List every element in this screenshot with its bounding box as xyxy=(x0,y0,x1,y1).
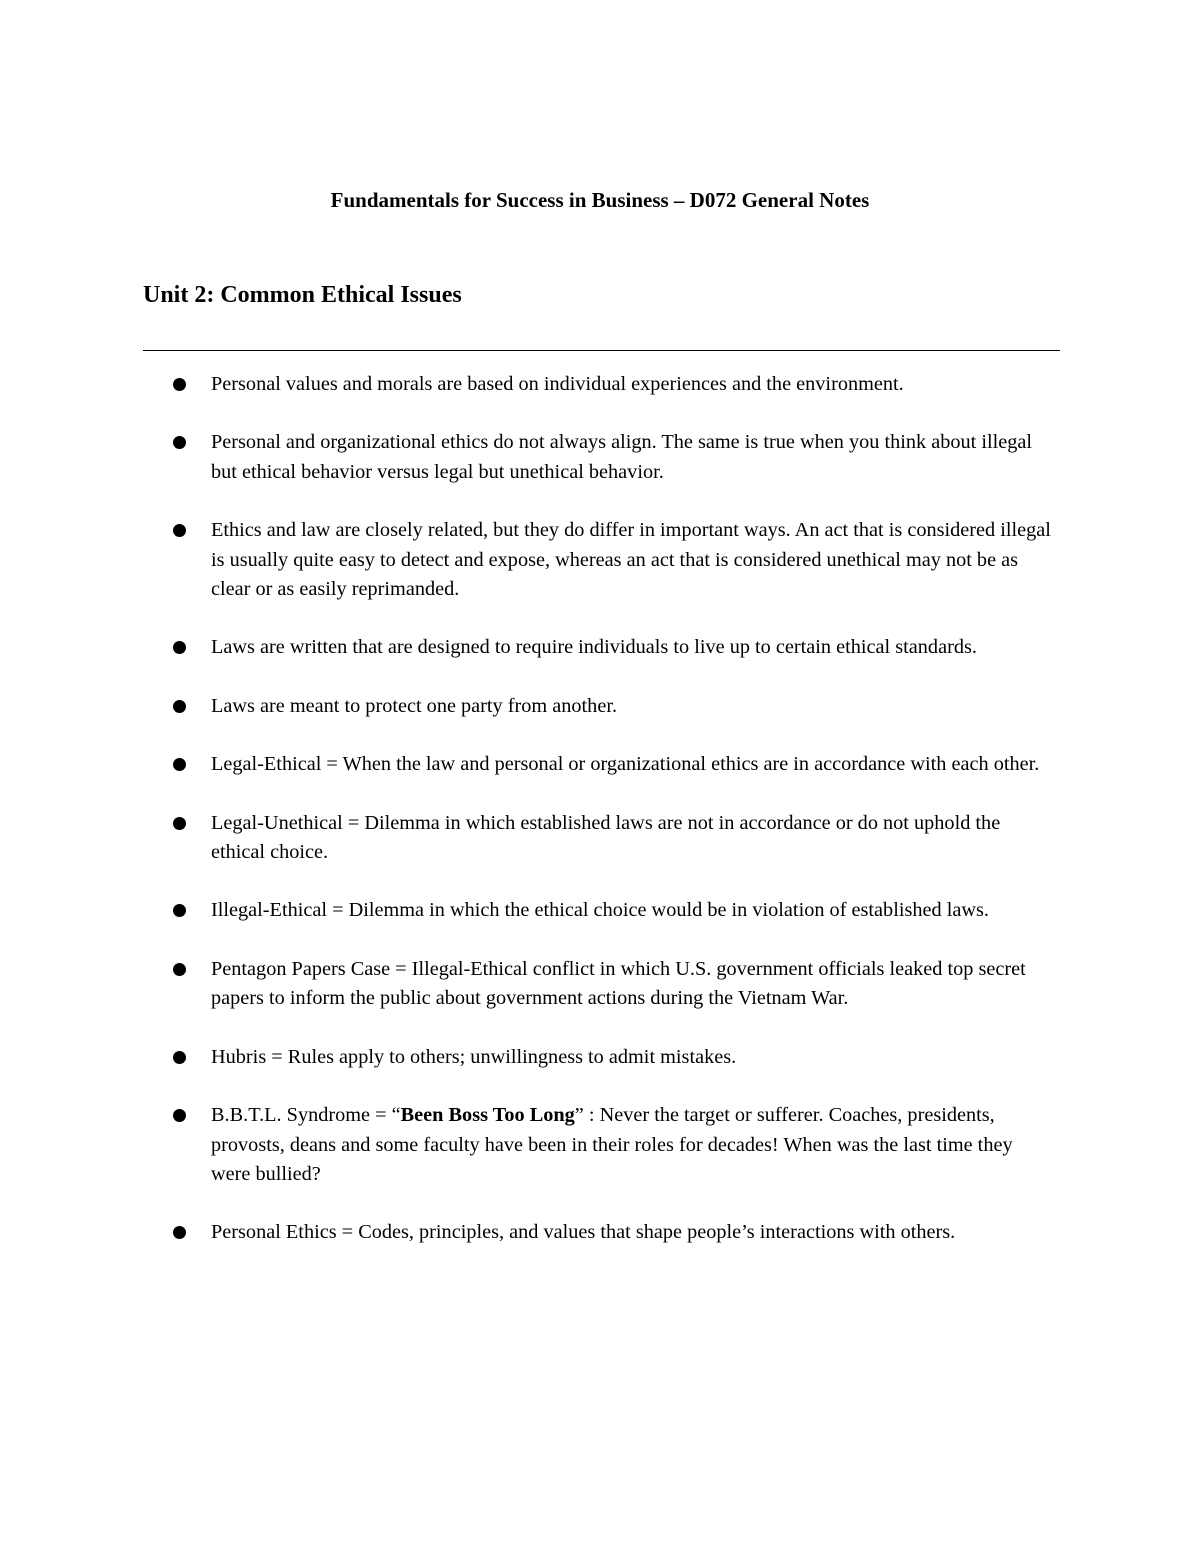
bullet-icon xyxy=(173,817,186,830)
bullet-icon xyxy=(173,436,186,449)
list-item xyxy=(0,516,1051,604)
note-text: Personal values and morals are based on individual experiences and the environment. xyxy=(211,373,904,395)
document-title: Fundamentals for Success in Business – D072 General Notes xyxy=(330,188,870,212)
bullet-icon xyxy=(173,524,186,537)
note-text: Personal and organizational ethics do not always align. The same is true when you think about illegal but ethical behavior versus legal but unethical behavior. xyxy=(211,431,1033,483)
note-text: Laws are written that are designed to require individuals to live up to certain ethical standards. xyxy=(211,636,977,659)
note-text: Personal Ethics = Codes, principles, and values that shape people’s interactions with others. xyxy=(211,1221,956,1244)
note-text: Ethics and law are closely related, but they do differ in important ways. An act that is considered illegal is usually quite easy to detect and expose, whereas an act that is considered unethical may not be as clear or as easily reprimanded. xyxy=(211,519,1051,601)
horizontal-rule xyxy=(143,350,1060,351)
bullet-icon xyxy=(173,700,186,713)
note-text: Hubris = Rules apply to others; unwillingness to admit mistakes. xyxy=(211,1045,737,1068)
bullet-icon xyxy=(173,758,186,771)
bullet-icon xyxy=(173,1226,186,1239)
bullet-icon xyxy=(173,641,186,654)
unit-heading: Unit 2: Common Ethical Issues xyxy=(143,282,462,308)
list-item xyxy=(0,1101,1051,1189)
note-text: Legal-Unethical = Dilemma in which established laws are not in accordance or do not uphold the ethical choice. xyxy=(211,811,1001,864)
bullet-icon xyxy=(173,378,186,391)
note-text: Laws are meant to protect one party from another. xyxy=(211,694,618,717)
list-item xyxy=(0,633,1051,662)
note-text: Illegal-Ethical = Dilemma in which the ethical choice would be in violation of established laws. xyxy=(211,899,989,922)
notes-list xyxy=(0,370,1200,1277)
note-text-prefix: B.B.T.L. Syndrome = “ xyxy=(211,1104,401,1127)
note-text: Legal-Ethical = When the law and personal or organizational ethics are in accordance with each other. xyxy=(211,753,1040,776)
bullet-icon xyxy=(173,904,186,917)
list-item xyxy=(0,1043,1051,1072)
note-text-bold: Been Boss Too Long xyxy=(400,1104,575,1127)
list-item xyxy=(0,428,1051,487)
note-text: Pentagon Papers Case = Illegal-Ethical conflict in which U.S. government officials leaked top secret papers to inform the public about government actions during the Vietnam War. xyxy=(211,957,1026,1010)
bullet-icon xyxy=(173,963,186,976)
list-item xyxy=(0,1218,1051,1247)
list-item xyxy=(0,692,1051,721)
note-text xyxy=(211,1104,1013,1185)
list-item xyxy=(0,955,1051,1014)
list-item xyxy=(0,896,1051,925)
list-item xyxy=(0,370,1051,399)
bullet-icon xyxy=(173,1051,186,1064)
list-item xyxy=(0,750,1051,779)
bullet-icon xyxy=(173,1109,186,1122)
note-text-suffix: ” : Never the target or sufferer. Coaches, presidents, provosts, deans and some faculty have been in their roles for decades! When was the last time they were bullied? xyxy=(211,1104,1013,1185)
list-item xyxy=(0,809,1051,868)
